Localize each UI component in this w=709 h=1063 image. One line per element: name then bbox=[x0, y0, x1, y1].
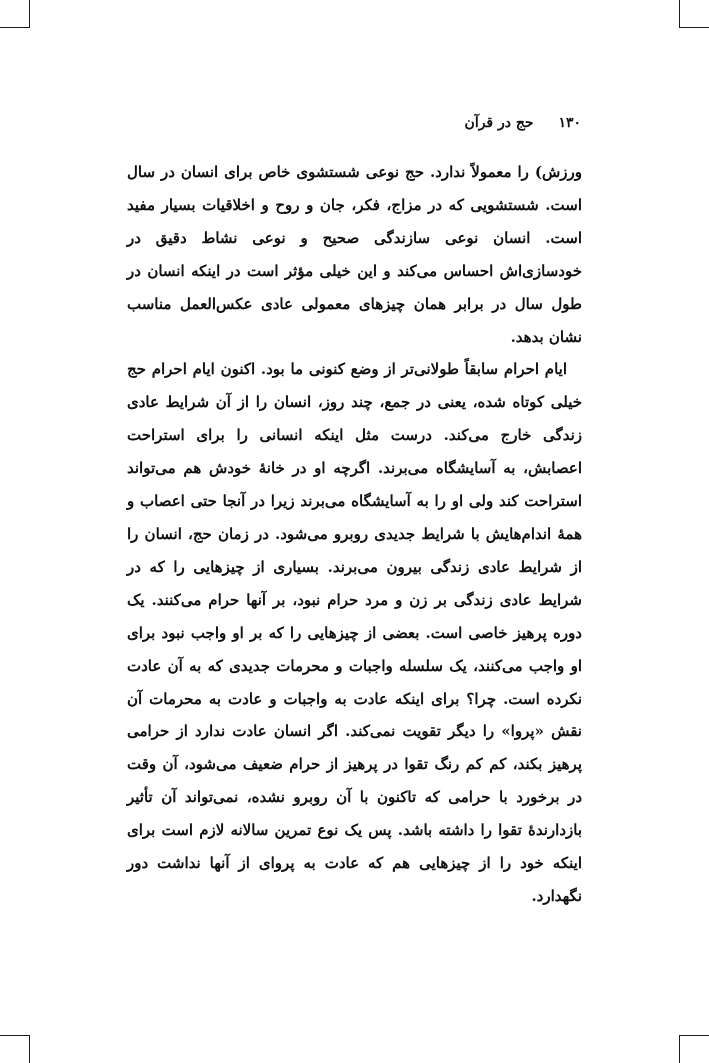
crop-mark bbox=[29, 0, 30, 28]
paragraph: ایام احرام سابقاً طولانی‌تر از وضع کنونی ما بود. اکنون ایام احرام حج خیلی کوتاه شده، یعنی در جمع، چند روز، انسان را از آن شرایط عادی زندگی خارج می‌کند. درست مثل اینکه انسانی را برای استراحت اعصابش، به آسایشگاه می‌برند. اگرچه او در خانهٔ خودش هم می‌تواند استراحت کند ولی او را به آسایشگاه می‌برند زیرا در آنجا حتی اعصاب و همهٔ اندام‌هایش با شرایط جدیدی روبرو می‌شود. در زمان حج، انسان را از شرایط عادی زندگی بیرون می‌برند. بسیاری از چیزهایی را که در شرایط عادی زندگی بر زن و مرد حرام نبود، بر آنها حرام می‌کنند. یک دوره پرهیز خاصی است. بعضی از چیزهایی را که بر او واجب نبود برای او واجب می‌کنند، یک سلسله واجبات و محرمات جدیدی که به آن عادت نکرده است. چرا؟ برای اینکه عادت به واجبات و عادت به محرمات آن نقش «پروا» را دیگر تقویت نمی‌کند. اگر انسان عادت ندارد از حرامی پرهیز بکند، کم کم رنگ تقوا در پرهیز از حرام ضعیف می‌شود، آن وقت در برخورد با حرامی که تاکنون با آن روبرو نشده، نمی‌تواند آن تأثیر بازدارندهٔ تقوا را داشته باشد. پس یک نوع تمرین سالانه لازم است برای اینکه خود را از چیزهایی هم که عادت به پروای از آنها نداشت دور نگهدارد. bbox=[127, 360, 582, 905]
body-text bbox=[127, 156, 582, 913]
crop-mark bbox=[679, 1035, 680, 1063]
crop-mark bbox=[0, 1035, 30, 1036]
page-number: ۱۳۰ bbox=[558, 115, 581, 131]
crop-mark bbox=[679, 1035, 709, 1036]
crop-mark bbox=[0, 27, 30, 28]
crop-mark bbox=[679, 27, 709, 28]
crop-mark bbox=[29, 1035, 30, 1063]
running-head bbox=[465, 113, 581, 133]
paragraph: ورزش) را معمولاً ندارد. حج نوعی شستشوی خاص برای انسان در سال است. شستشویی که در مزاج، فکر، جان و روح و اخلاقیات بسیار مفید است. انسان نوعی سازندگی صحیح و نوعی نشاط دقیق در خودسازی‌اش احساس می‌کند و این خیلی مؤثر است در اینکه انسان در طول سال در برابر همان چیزهای معمولی عادی عکس‌العمل مناسب نشان بدهد. bbox=[127, 163, 582, 346]
crop-mark bbox=[679, 0, 680, 28]
book-title: حج در قرآن bbox=[464, 115, 534, 131]
